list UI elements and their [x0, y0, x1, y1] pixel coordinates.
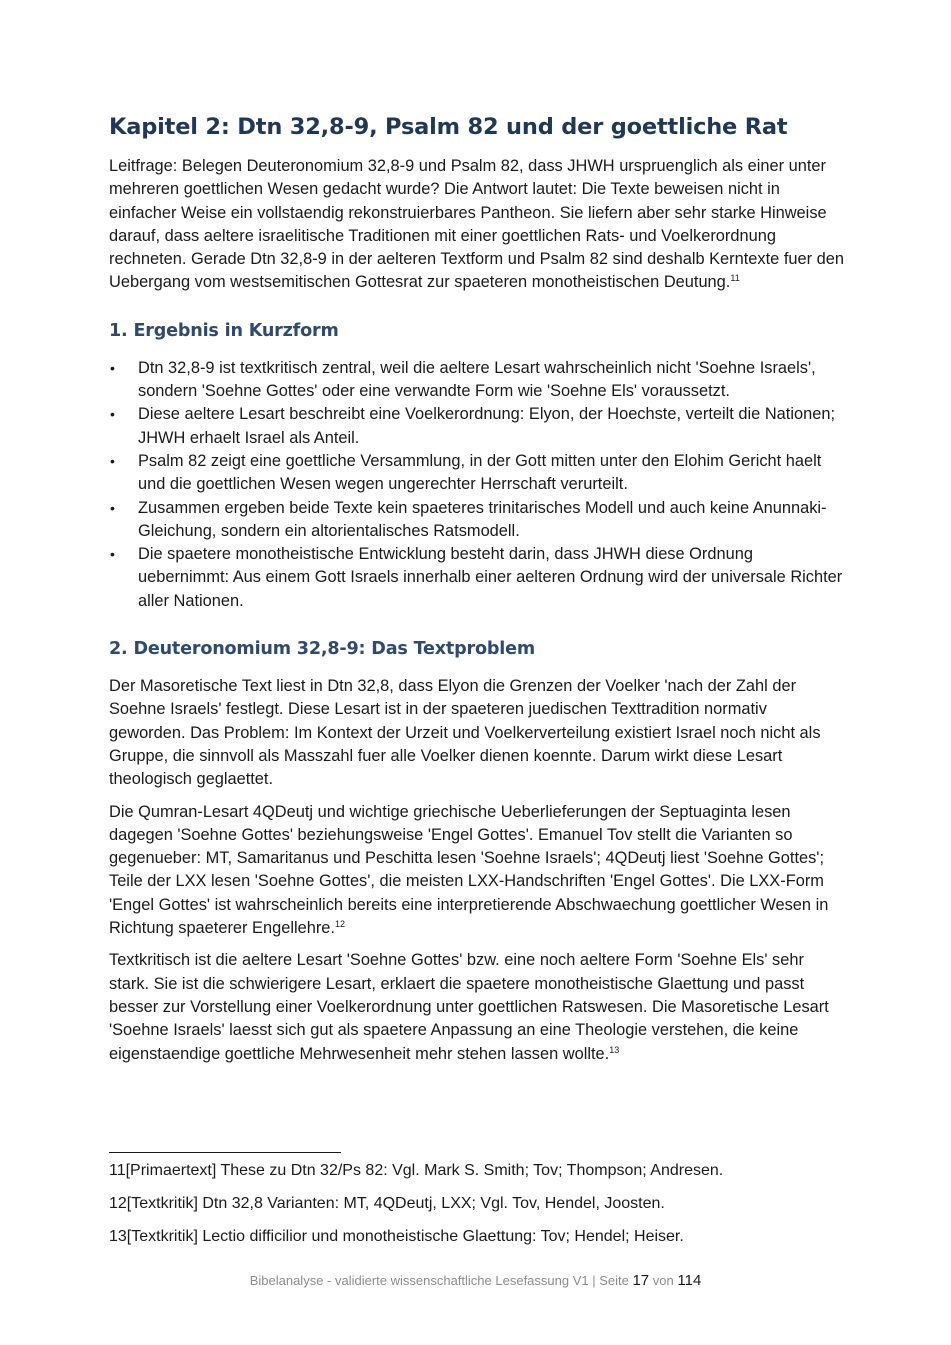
- footnote-13: 13[Textkritik] Lectio difficilior und monotheistische Glaettung: Tov; Hendel; Heiser.: [109, 1228, 684, 1245]
- intro-text: Leitfrage: Belegen Deuteronomium 32,8-9 und Psalm 82, dass JHWH urspruenglich als einer unter mehreren goettlichen Wesen gedacht wurde? Die Antwort lautet: Die Texte beweisen nicht in einfacher Weise ein vollstaendig rekonstruierbares Pantheon. Sie liefern aber sehr starke Hinweise darauf, dass aeltere israelitische Traditionen mit einer goettlichen Rats- und Voelkerordnung rechneten. Gerade Dtn 32,8-9 in der aelteren Textform und Psalm 82 sind deshalb Kerntexte fuer den Uebergang vom westsemitischen Gottesrat zur spaeteren monotheistischen Deutung.: [109, 157, 844, 292]
- footnote-ref-11[interactable]: 11: [730, 273, 740, 284]
- list-item-text: Psalm 82 zeigt eine goettliche Versammlung, in der Gott mitten unter den Elohim Gericht haelt und die goettlichen Wesen wegen ungerechter Herrschaft verurteilt.: [138, 451, 822, 494]
- page-body: [109, 112, 844, 1075]
- current-page-number: 17: [632, 1272, 650, 1289]
- footnote-separator: [109, 1152, 341, 1153]
- bullet-icon: •: [110, 406, 115, 423]
- summary-list: [109, 357, 844, 613]
- paragraph-text: Textkritisch ist die aeltere Lesart 'Soehne Gottes' bzw. eine noch aeltere Form 'Soehne Els' sehr stark. Sie ist die schwierigere Lesart, erklaert die spaetere monotheistische Glaettung und passt besser zur Vorstellung einer Voelkerordnung unter goettlichen Ratswesen. Die Masoretische Lesart 'Soehne Israels' laesst sich gut als spaetere Anpassung an eine Theologie verstehen, die keine eigenstaendige goettliche Mehrwesenheit mehr stehen lassen wollte.: [109, 951, 829, 1063]
- footnote-12: 12[Textkritik] Dtn 32,8 Varianten: MT, 4QDeutj, LXX; Vgl. Tov, Hendel, Joosten.: [109, 1195, 665, 1212]
- bullet-icon: •: [110, 452, 115, 469]
- list-item-text: Die spaetere monotheistische Entwicklung besteht darin, dass JHWH diese Ordnung uebernimmt: Aus einem Gott Israels innerhalb einer aelteren Ordnung wird der universale Richter aller Nationen.: [138, 545, 843, 610]
- paragraph-text: Die Qumran-Lesart 4QDeutj und wichtige griechische Ueberlieferungen der Septuaginta lesen dagegen 'Soehne Gottes' beziehungsweise 'Engel Gottes'. Emanuel Tov stellt die Varianten so gegenueber: MT, Samaritanus und Peschitta lesen 'Soehne Israels'; 4QDeutj liest 'Soehne Gottes'; Teile der LXX lesen 'Soehne Gottes', die meisten LXX-Handschriften 'Engel Gottes'. Die LXX-Form 'Engel Gottes' ist wahrscheinlich bereits eine interpretierende Abschwaechung goettlicher Wesen in Richtung spaeterer Engellehre.: [109, 802, 829, 938]
- total-pages-number: 114: [677, 1272, 702, 1289]
- section-1-heading: 1. Ergebnis in Kurzform: [109, 320, 339, 341]
- section-2-paragraph-3: [109, 949, 844, 1065]
- list-item-text: Diese aeltere Lesart beschreibt eine Voelkerordnung: Elyon, der Hoechste, verteilt die Nationen; JHWH erhaelt Israel als Anteil.: [138, 405, 836, 447]
- list-item: [109, 497, 844, 544]
- bullet-icon: •: [110, 546, 115, 563]
- list-item: [109, 450, 844, 497]
- list-item: [109, 403, 844, 450]
- list-item: [109, 543, 844, 613]
- intro-paragraph: [109, 155, 844, 295]
- footnotes: [109, 1159, 844, 1258]
- list-item-text: Zusammen ergeben beide Texte kein spaeteres trinitarisches Modell und auch keine Anunnaki-Gleichung, sondern ein altorientalisches Ratsmodell.: [138, 498, 827, 540]
- footer-title: Bibelanalyse - validierte wissenschaftliche Lesefassung V1 | Seite: [249, 1273, 629, 1288]
- chapter-heading: Kapitel 2: Dtn 32,8-9, Psalm 82 und der goettliche Rat: [109, 114, 788, 140]
- footer-of: von: [652, 1273, 674, 1288]
- footnote-ref-13[interactable]: 13: [609, 1044, 620, 1055]
- section-2-paragraph-2: [109, 801, 844, 941]
- list-item-text: Dtn 32,8-9 ist textkritisch zentral, weil die aeltere Lesart wahrscheinlich nicht 'Soehne Israels', sondern 'Soehne Gottes' oder eine verwandte Form wie 'Soehne Els' voraussetzt.: [138, 358, 816, 401]
- bullet-icon: •: [110, 499, 115, 516]
- page-footer: [0, 1272, 951, 1289]
- footnote-11: 11[Primaertext] These zu Dtn 32/Ps 82: Vgl. Mark S. Smith; Tov; Thompson; Andresen.: [109, 1162, 724, 1179]
- section-2-paragraph-1: Der Masoretische Text liest in Dtn 32,8, dass Elyon die Grenzen der Voelker 'nach der Zahl der Soehne Israels' festlegt. Diese Lesart ist in der spaeteren juedischen Texttradition normativ geworden. Das Problem: Im Kontext der Urzeit und Voelkerverteilung existiert Israel noch nicht als Gruppe, die sinnvoll als Masszahl fuer alle Voelker dienen koennte. Darum wirkt diese Lesart theologisch geglaettet.: [109, 677, 821, 789]
- list-item: [109, 357, 844, 404]
- section-2-heading: 2. Deuteronomium 32,8-9: Das Textproblem: [109, 639, 535, 660]
- bullet-icon: •: [110, 359, 115, 376]
- footnote-ref-12[interactable]: 12: [334, 919, 345, 930]
